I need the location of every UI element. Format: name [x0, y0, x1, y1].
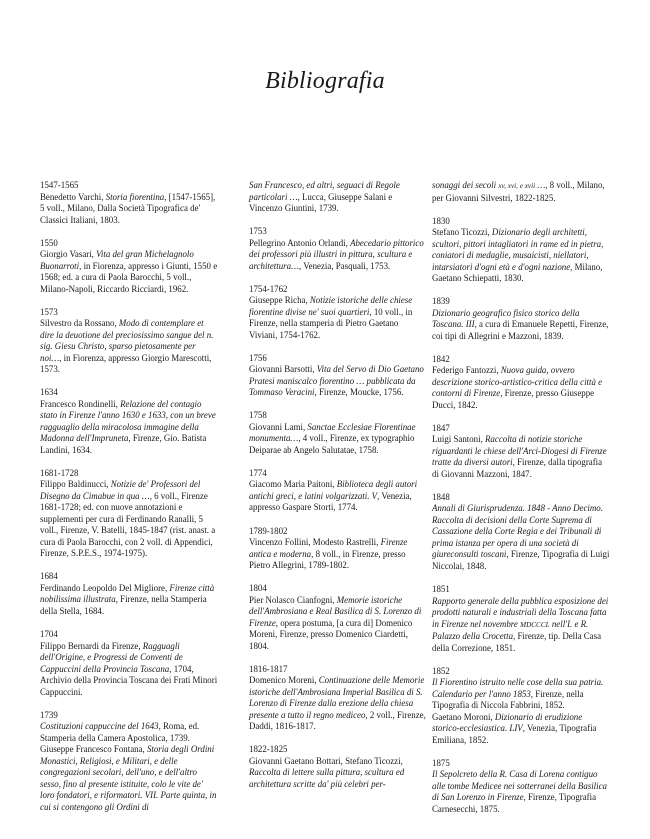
entry-work-title: Relazione del contagio stato in Firenze l'anno 1630 e 1633, con un breve ragguaglio della miracolosa immagine della Madonna dell'Impruneta — [40, 398, 216, 444]
entry-year: 1804 — [249, 583, 267, 594]
bibliography-entry — [40, 180, 218, 226]
entry-work-title: Firenze città nobilissima illustrata — [40, 582, 215, 605]
entry-work-title: Nuova guida, ovvero descrizione storico-artistico-critica della città e contorni di Firenze — [432, 365, 603, 399]
entry-author: Pellegrino Antonio Orlandi, — [249, 237, 351, 248]
bibliography-entry — [249, 353, 427, 399]
entry-year: 1875 — [432, 757, 450, 768]
entry-year: 1573 — [40, 306, 58, 317]
entry-work-title: Sanctae Ecclesiae Florentinae monumenta… — [249, 421, 416, 444]
entry-publication: , Firenze, Tipografia Carnesecchi, 1875. — [432, 792, 597, 814]
entry-work-title: Firenze antica e moderna — [249, 537, 408, 559]
entry-work-title: Ragguagli dell'Origine, e Progressi de Conventi de Cappuccini della Provincia Toscana — [40, 640, 183, 674]
entry-centuries-smallcaps: xv, xvi, e xvii — [498, 182, 536, 190]
entry-work-title: Costituzioni cappuccine del 1643 — [40, 721, 159, 732]
entry-work-title: Il Fiorentino istruito nelle cose della sua patria. Calendario per l'anno 1853 — [432, 677, 604, 699]
entry-work-title: Rapporto generale della pubblica esposizione dei prodotti naturali e industriali della Toscana fatta in Firenze nel novembre — [432, 595, 609, 629]
entry-author: Ferdinando Leopoldo Del Migliore, — [40, 582, 170, 593]
entry-publication: , Firenze, tip. Della Casa della Correzione, 1851. — [432, 631, 602, 653]
bibliography-entry — [432, 423, 610, 481]
bibliography-entry — [249, 583, 427, 652]
entry-year: 1830 — [432, 215, 450, 226]
entry-author: Giovanni Gaetano Bottari, Stefano Ticozzi, — [249, 755, 403, 766]
entry-year: 1756 — [249, 352, 267, 363]
bibliography-entry — [249, 410, 427, 456]
bibliography-entry — [249, 526, 427, 572]
entry-year: 1816-1817 — [249, 663, 288, 674]
entry-author: Stefano Ticozzi, — [432, 227, 492, 238]
entry-author: Benedetto Varchi, — [40, 191, 106, 202]
entry-work-title: San Francesco, ed altri, seguaci di Regole particolari … — [249, 180, 400, 202]
entry-publication: , Venezia, appresso Gaspare Storti, 1774. — [249, 490, 412, 513]
bibliography-column-1 — [40, 180, 218, 825]
entry-author: Gaetano Moroni, — [432, 711, 495, 722]
entry-publication: , 1704, Archivio della Provincia Toscana dei Frati Minori Cappuccini. — [40, 663, 218, 697]
bibliography-entry — [40, 710, 218, 814]
entry-publication: , [1547-1565], 5 voll., Milano, Dalla Società Tipografica de' Classici Italiani, 1803. — [40, 191, 216, 225]
entry-publication: , opera postuma, [a cura di] Domenico Moreni, Firenze, presso Domenico Ciardetti, 1804. — [249, 617, 413, 651]
entry-year: 1754-1762 — [249, 283, 288, 294]
entry-year: 1753 — [249, 226, 267, 237]
entry-publication: , Roma, ed. Stamperia della Camera Apostolica, 1739. — [40, 721, 200, 743]
bibliography-entry — [249, 180, 427, 215]
entry-author: Giorgio Vasari, — [40, 249, 97, 260]
entry-publication: , in Fiorenza, appresso i Giunti, 1550 e 1568; ed. a cura di Paola Barocchi, 5 voll., Milano-Napoli, Riccardo Ricciardi, 1962. — [40, 260, 218, 294]
entry-work-title: Modo di contemplare et dire la deuotione del preciosissimo sangue del n. sig. Giesu Christo, sparso pietosamente per noi… — [40, 318, 214, 363]
bibliography-entry — [40, 468, 218, 560]
entry-work-title: Dizionario geografico fisico storico della Toscana. III — [432, 307, 580, 330]
bibliography-entry — [432, 584, 610, 654]
entry-publication: , Firenze, Gio. Batista Landini, 1634. — [40, 433, 207, 455]
bibliography-entry — [432, 180, 610, 204]
bibliography-entry — [249, 468, 427, 514]
entry-year: 1739 — [40, 709, 58, 720]
entry-work-title: Memorie istoriche dell'Ambrosiana e Real Basilica di S. Lorenzo di Firenze — [249, 594, 422, 628]
bibliography-entry — [249, 664, 427, 733]
entry-work-title: Vita del Servo di Dio Gaetano Pratesi maniscalco fiorentino … pubblicata da Tommaso Veracini — [249, 364, 424, 398]
entry-author: Filippo Baldinucci, — [40, 479, 111, 490]
entry-author: Giuseppe Francesco Fontana, — [40, 744, 147, 755]
entry-publication: , 4 voll., Firenze, ex typographio Deiparae ab Angelo Salutatae, 1758. — [249, 433, 415, 455]
entry-publication: , 8 voll., in Firenze, presso Pietro Allegrini, 1789-1802. — [249, 548, 406, 571]
entry-year: 1789-1802 — [249, 525, 288, 536]
bibliography-column-3 — [432, 180, 610, 827]
entry-publication: , Firenze, dalla tipografia di Giovanni Mazzoni, 1847. — [432, 457, 603, 479]
entry-year: 1634 — [40, 387, 58, 398]
entry-publication: , 10 voll., in Firenze, nella stamperia di Pietro Gaetano Viviani, 1754-1762. — [249, 306, 413, 340]
entry-year: 1851 — [432, 584, 450, 595]
entry-work-title: Abecedario pittorico dei professori più illustri in pittura, scultura e architettura… — [249, 237, 424, 271]
entry-publication: , Firenze, Moucke, 1756. — [314, 387, 404, 398]
entry-author: Pier Nolasco Cianfogni, — [249, 594, 337, 605]
entry-year: 1758 — [249, 410, 267, 421]
entry-year: 1847 — [432, 422, 450, 433]
entry-author: Giuseppe Richa, — [249, 295, 310, 306]
bibliography-entry — [432, 296, 610, 342]
entry-year: 1547-1565 — [40, 180, 79, 190]
entry-work-title: Dizionario degli architetti, scultori, pittori intagliatori in rame ed in pietra, coniatori di medaglie, musaicisti, niellatori, intarsiatori d'ogni età e d'ogni nazione — [432, 227, 604, 272]
entry-work-title: Raccolta di lettere sulla pittura, scultura ed architettura scritte da' più celebri per- — [249, 767, 405, 789]
bibliography-entry — [249, 226, 427, 272]
entry-author: Giovanni Lami, — [249, 421, 308, 432]
entry-author: Giovanni Barsotti, — [249, 364, 317, 375]
entry-year: 1822-1825 — [249, 744, 288, 755]
entry-publication: , Venezia, Pasquali, 1753. — [298, 260, 391, 271]
bibliography-entry — [432, 666, 610, 747]
entry-publication: , 8 voll., Milano, per Giovanni Silvestri, 1822-1825. — [432, 180, 605, 203]
entry-publication: , in Fiorenza, appresso Giorgio Marescotti, 1573. — [40, 352, 212, 375]
entry-publication: , 6 voll., Firenze 1681-1728; ed. con nuove annotazioni e supplementi per cura di Ferdinando Ranalli, 5 voll., Firenze, V. Batelli, 1845-1847 (rist. anast. a cura di Paola Barocchi, con 2 voll. di Appendici, Firenze, S.P.E.S., 1974-1975). — [40, 490, 216, 559]
bibliography-entry — [432, 354, 610, 412]
entry-publication: , Firenze, presso Giuseppe Ducci, 1842. — [432, 388, 595, 410]
page-title: Bibliografia — [265, 68, 385, 94]
entry-year: 1774 — [249, 467, 267, 478]
entry-work-title: Storia degli Ordini Monastici, Religiosi, e Militari, e delle congregazioni secolari, dell'uno, e dell'altro sesso, fino al presente istituite, colo le vite de' loro fondatori, e riformatori. VII. Parte quinta, in cui si contengono gli Ordini di — [40, 744, 217, 812]
entry-publication: , Milano, Gaetano Schiepatti, 1830. — [432, 261, 603, 284]
bibliography-entry — [432, 492, 610, 573]
entry-publication: , a cura di Emanuele Repetti, Firenze, coi tipi di Allegrini e Mazzoni, 1839. — [432, 319, 609, 341]
bibliography-entry — [40, 387, 218, 456]
entry-work-title: Biblioteca degli autori antichi greci, e latini volgarizzati. V — [249, 479, 418, 501]
entry-work-title-cont: nell'I. e R. Palazzo della Crocetta — [432, 618, 589, 642]
entry-work-title: Il Sepolcreto della R. Casa di Lorena contiguo alle tombe Medicee nei sotterranei della Basilica di San Lorenzo in Firenze — [432, 769, 607, 803]
entry-work-title: Notizie de' Professori del Disegno da Cimabue in qua … — [40, 479, 201, 501]
entry-work-title-cont: … — [535, 180, 546, 190]
entry-work-title: Continuazione delle Memorie istoriche dell'Ambrosiana Imperial Basilica di S. Lorenzo di Firenze dalla erezione della chiesa presente a tutto il regno mediceo — [249, 675, 425, 720]
entry-year: 1839 — [432, 296, 450, 307]
entry-author: Giacomo Maria Paitoni, — [249, 479, 337, 490]
entry-publication: , 2 voll., Firenze, Daddi, 1816-1817. — [249, 709, 426, 732]
bibliography-entry — [249, 744, 427, 790]
entry-publication: , Firenze, nella Stamperia della Stella, 1684. — [40, 594, 207, 616]
entry-author: Federigo Fantozzi, — [432, 365, 501, 376]
entry-author: Filippo Bernardi da Firenze, — [40, 640, 143, 651]
entry-year: 1852 — [432, 665, 450, 676]
entry-author: Vincenzo Follini, Modesto Rastrelli, — [249, 537, 381, 548]
entry-work-title: sonaggi dei secoli — [432, 180, 499, 190]
entry-publication: , Firenze, nella Tipografia di Niccola Fabbrini, 1852. — [432, 688, 584, 711]
entry-publication: , Venezia, Tipografia Emiliana, 1852. — [432, 723, 597, 745]
entry-publication: , Lucca, Giuseppe Salani e Vincenzo Giuntini, 1739. — [249, 191, 393, 213]
entry-work-title: Annali di Giurisprudenza. 1848 - Anno Decimo. Raccolta di decisioni della Corte Suprema di Cassazione della Corte Regia e dei Tribunali di prima istanza per opera di una società di giureconsulti toscani — [432, 503, 603, 560]
entry-publication: , Firenze, Tipografia di Luigi Niccolai, 1848. — [432, 549, 610, 571]
entry-work-title: Dizionario di erudizione storico-ecclesiastica. LIV — [432, 711, 583, 734]
entry-author: Silvestro da Rossano, — [40, 318, 119, 329]
entry-year: 1704 — [40, 629, 58, 640]
entry-date-smallcaps: MDCCCL — [520, 620, 550, 629]
entry-work-title: Vita del gran Michelagnolo Buonarroti — [40, 249, 194, 271]
bibliography-entry — [40, 307, 218, 376]
entry-author: Francesco Rondinelli, — [40, 398, 121, 409]
entry-year: 1684 — [40, 571, 58, 582]
entry-year: 1550 — [40, 237, 58, 248]
bibliography-entry — [40, 238, 218, 296]
bibliography-entry — [432, 758, 610, 816]
entry-year: 1848 — [432, 491, 450, 502]
entry-work-title: Notizie istoriche delle chiese fiorentine divise ne' suoi quartieri — [249, 295, 413, 317]
entry-work-title: Raccolta di notizie storiche riguardanti le chiese dell'Arci-Diogesi di Firenze tratte da diversi autori — [432, 434, 607, 468]
bibliography-entry — [40, 571, 218, 617]
entry-author: Luigi Santoni, — [432, 434, 486, 445]
entry-work-title: Storia fiorentina — [105, 191, 165, 202]
entry-year: 1681-1728 — [40, 467, 79, 478]
bibliography-entry — [249, 284, 427, 342]
bibliography-column-2 — [249, 180, 427, 802]
bibliography-entry — [40, 629, 218, 698]
bibliography-entry — [432, 216, 610, 285]
entry-year: 1842 — [432, 353, 450, 364]
entry-author: Domenico Moreni, — [249, 675, 319, 686]
